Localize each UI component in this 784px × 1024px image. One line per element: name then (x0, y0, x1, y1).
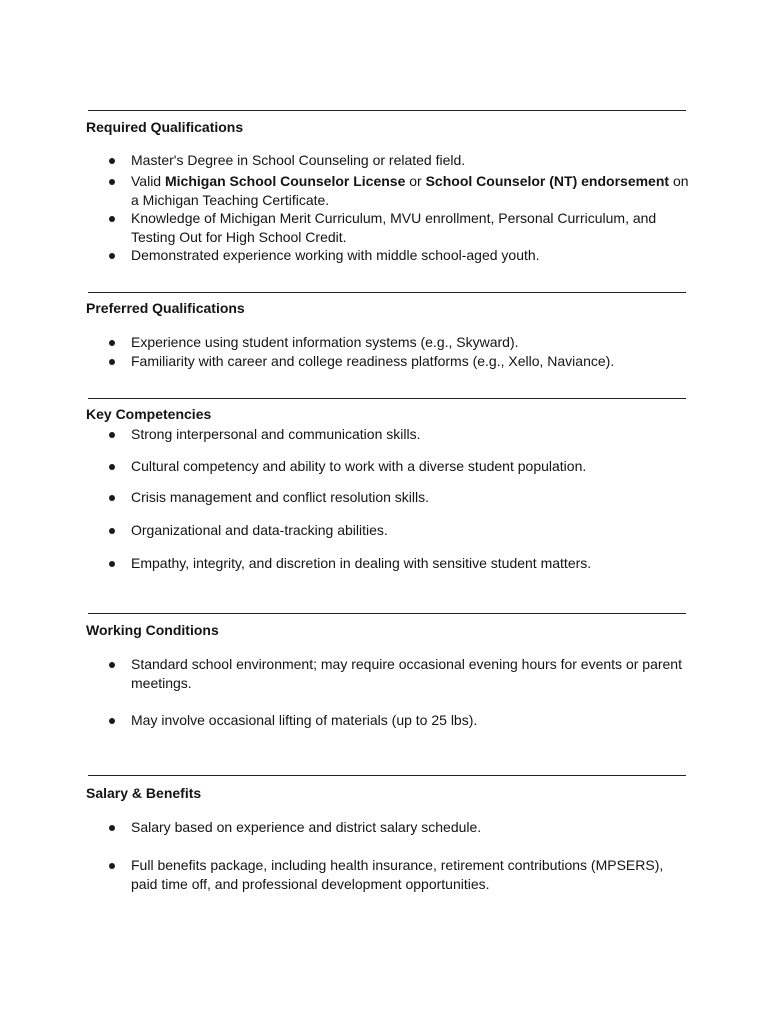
list-item-text-part: on a Michigan Teaching Certificate. (131, 173, 689, 208)
bullet-icon (109, 359, 115, 365)
list-item-text: Experience using student information systems (e.g., Skyward). (131, 334, 519, 350)
list-item-text: Demonstrated experience working with middle school-aged youth. (131, 247, 540, 263)
list-item-text: Master's Degree in School Counseling or related field. (131, 152, 466, 168)
bullet-icon (109, 216, 115, 222)
section-heading-required-qualifications: Required Qualifications (86, 119, 244, 135)
section-heading-salary-benefits: Salary & Benefits (86, 785, 202, 801)
bullet-icon (109, 179, 115, 185)
list-item (131, 209, 691, 246)
list-item (131, 172, 691, 209)
bullet-icon (109, 662, 115, 668)
bullet-icon (109, 340, 115, 346)
list-item-text: Knowledge of Michigan Merit Curriculum, MVU enrollment, Personal Curriculum, and Testing Out for High School Credit. (131, 210, 657, 245)
list-item (131, 856, 691, 893)
bullet-icon (109, 718, 115, 724)
list-item-text: Salary based on experience and district salary schedule. (131, 819, 482, 835)
list-item-text: Full benefits package, including health insurance, retirement contributions (MPSERS), paid time off, and professional development opportunities. (131, 857, 664, 892)
list-item (131, 711, 691, 730)
section-divider (88, 110, 686, 111)
section-divider (88, 398, 686, 399)
list-item (131, 246, 691, 265)
list-item-text-part: or (405, 173, 426, 189)
list-item (131, 655, 691, 692)
bullet-icon (109, 158, 115, 164)
list-item (131, 554, 691, 573)
list-item-text: Strong interpersonal and communication skills. (131, 426, 421, 442)
bullet-icon (109, 464, 115, 470)
section-divider (88, 613, 686, 614)
license-name: Michigan School Counselor License (164, 173, 406, 189)
list-item-text: Crisis management and conflict resolution skills. (131, 489, 430, 505)
list-item (131, 488, 691, 507)
bullet-icon (109, 561, 115, 567)
list-item (131, 457, 691, 476)
bullet-icon (109, 863, 115, 869)
bullet-icon (109, 825, 115, 831)
bullet-icon (109, 432, 115, 438)
bullet-icon (109, 495, 115, 501)
list-item-text: Cultural competency and ability to work with a diverse student population. (131, 458, 587, 474)
list-item-text: Empathy, integrity, and discretion in dealing with sensitive student matters. (131, 555, 592, 571)
list-item-text: Standard school environment; may require occasional evening hours for events or parent meetings. (131, 656, 682, 691)
section-heading-key-competencies: Key Competencies (86, 406, 212, 422)
list-item-text: Familiarity with career and college readiness platforms (e.g., Xello, Naviance). (131, 353, 615, 369)
list-item-text: Organizational and data-tracking abilities. (131, 522, 388, 538)
section-heading-preferred-qualifications: Preferred Qualifications (86, 300, 245, 316)
bullet-icon (109, 253, 115, 259)
section-heading-working-conditions: Working Conditions (86, 622, 219, 638)
list-item (131, 333, 691, 352)
list-item (131, 151, 691, 170)
list-item-text: May involve occasional lifting of materials (up to 25 lbs). (131, 712, 478, 728)
list-item (131, 818, 691, 837)
bullet-icon (109, 528, 115, 534)
list-item (131, 521, 691, 540)
endorsement-name: School Counselor (NT) endorsement (425, 173, 670, 189)
list-item-text-part: Valid (131, 173, 165, 189)
section-divider (88, 292, 686, 293)
section-divider (88, 775, 686, 776)
list-item (131, 425, 691, 444)
list-item (131, 352, 691, 371)
